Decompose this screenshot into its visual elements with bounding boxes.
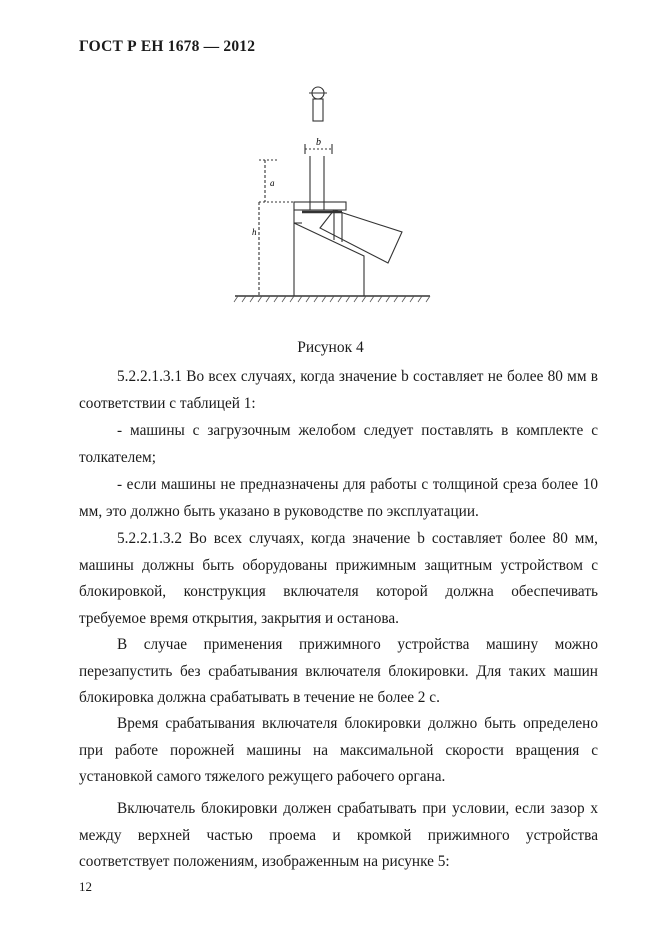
paragraph-text: - машины с загрузочным желобом следует поставлять в комплекте с толкателем; xyxy=(79,422,598,466)
dimension-label-b: b xyxy=(316,137,321,148)
machine-slope xyxy=(294,223,364,296)
dimension-label-a: a xyxy=(270,178,275,188)
paragraph-text: Время срабатывания включателя блокировки должно быть определено при работе порожней машины на максимальной скорости вращения с установкой самого тяжелого режущего рабочего органа. xyxy=(79,715,598,786)
paragraph xyxy=(79,418,598,471)
paragraph xyxy=(79,632,598,712)
hopper-top xyxy=(294,202,346,210)
document-header: ГОСТ Р ЕН 1678 — 2012 xyxy=(79,38,256,55)
operator-body xyxy=(313,99,323,121)
dimension-label-h: h xyxy=(252,227,257,237)
figure-4-drawing xyxy=(230,78,445,318)
paragraph xyxy=(79,472,598,525)
paragraph-text: В случае применения прижимного устройства машину можно перезапустить без срабатывания включателя блокировки. Для таких машин блокировка должна срабатывать в течение не более 2 с. xyxy=(79,636,598,707)
paragraph-text: 5.2.2.1.3.2 Во всех случаях, когда значение b составляет более 80 мм, машины должны быть оборудованы прижимным защитным устройством с блокировкой, конструкция включателя которой должна обеспечивать требуемое время открытия, закрытия и останова. xyxy=(79,530,598,627)
paragraph xyxy=(79,526,598,632)
paragraph xyxy=(79,364,598,417)
page-number: 12 xyxy=(79,879,92,894)
paragraph-text: - если машины не предназначены для работы с толщиной среза более 10 мм, это должно быть указано в руководстве по эксплуатации. xyxy=(79,476,598,520)
machine-diagram xyxy=(230,78,445,318)
paragraph-text: Включатель блокировки должен срабатывать при условии, если зазор x между верхней частью проема и кромкой прижимного устройства соответствует положениям, изображенным на рисунке 5: xyxy=(79,800,598,871)
paragraph xyxy=(79,711,598,791)
paragraph xyxy=(79,796,598,876)
paragraph-text: 5.2.2.1.3.1 Во всех случаях, когда значение b составляет не более 80 мм в соответствии с таблицей 1: xyxy=(79,368,598,412)
figure-caption: Рисунок 4 xyxy=(297,339,364,356)
